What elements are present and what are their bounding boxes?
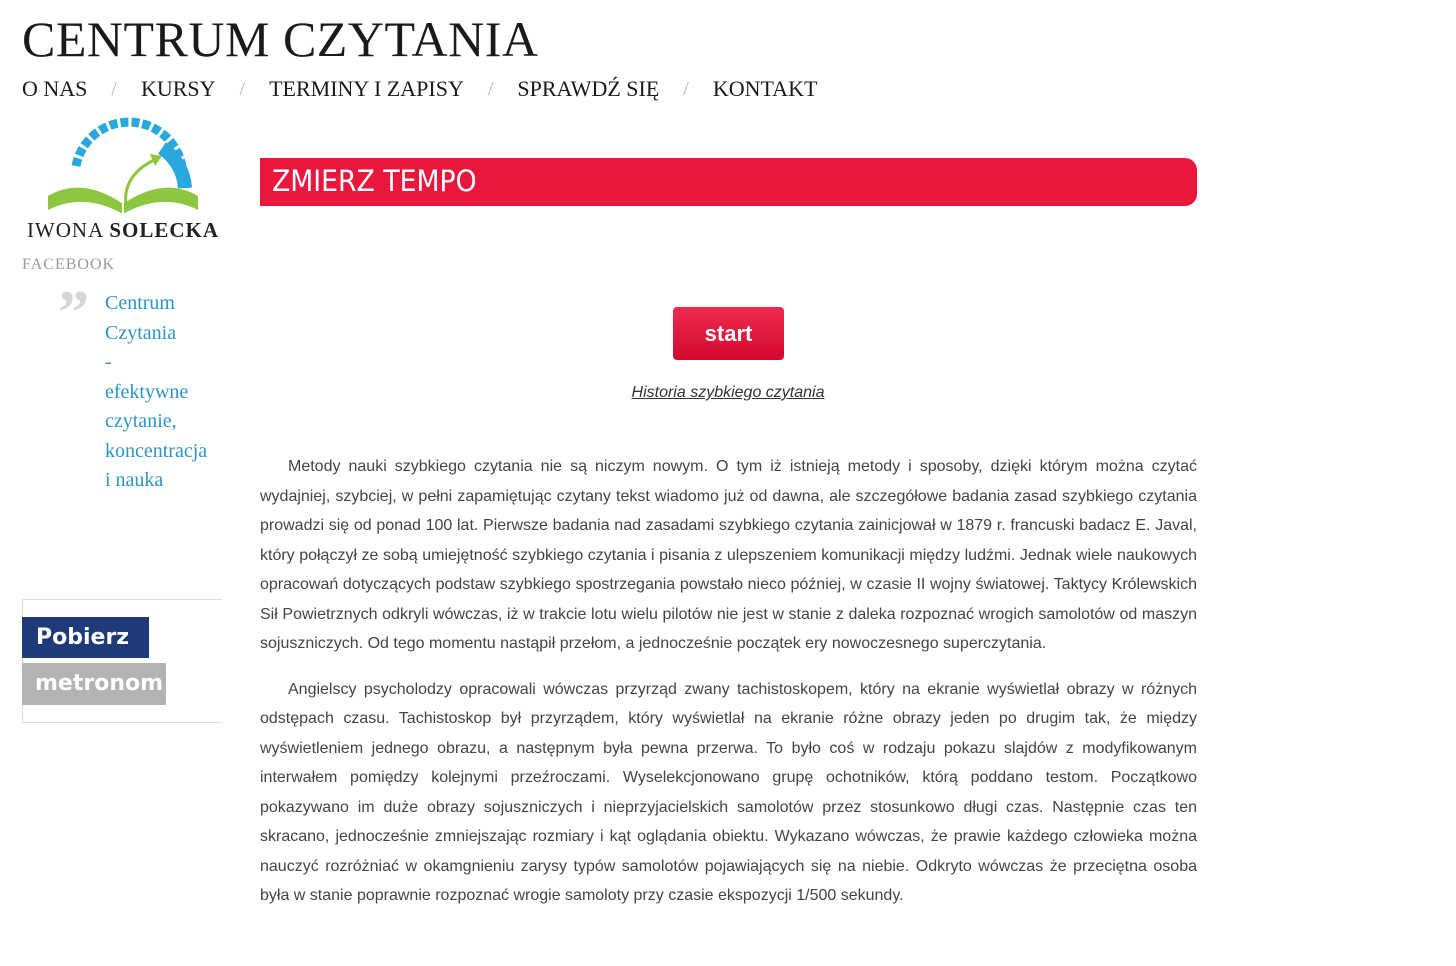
article-body [260, 452, 1197, 927]
facebook-link[interactable]: FACEBOOK [22, 256, 116, 273]
nav-item-sprawdz-sie[interactable]: SPRAWDŹ SIĘ [517, 76, 660, 101]
nav-separator: / [239, 77, 246, 100]
nav-item-terminy-i-zapisy[interactable]: TERMINY I ZAPISY [269, 76, 464, 101]
facebook-feed-text[interactable]: Centrum Czytania - efektywne czytanie, koncentracja i nauka [105, 292, 208, 491]
nav-separator: / [111, 77, 117, 100]
section-heading-bar [260, 158, 1197, 206]
nav-item-kontakt[interactable]: KONTAKT [712, 76, 818, 101]
metronome-button[interactable]: metronom [22, 663, 166, 705]
history-link [0, 384, 1456, 402]
article-paragraph: Metody nauki szybkiego czytania nie są niczym nowym. O tym iż istnieją metody i sposoby, dzięki którym można czytać wydajniej, szybciej, w pełni zapamiętując czytany tekst wiadomo już od dawna, ale szczegółowe badania zasad szybkiego czytania prowadzi się od ponad 100 lat. Pierwsze badania nad zasadami szybkiego czytania zainicjował w 1879 r. francuski badacz E. Javal, który połączył ze sobą umiejętność szybkiego czytania i pisania z ulepszeniem komunikacji między ludźmi. Jednak wiele naukowych opracowań dotyczących podstaw szybkiego spostrzegania powstało nieco później, w czasie II wojny światowej. Taktycy Królewskich Sił Powietrznych odkryli wówczas, iż w trakcie lotu wielu pilotów nie jest w stanie z daleka rozpoznać wrogich samolotów od maszyn sojuszniczych. Od tego momentu nastąpił przełom, a jednocześnie początek ery nowoczesnego superczytania. [260, 458, 1197, 652]
nav-item-o-nas[interactable]: O NAS [22, 76, 88, 101]
logo-book-speedometer-icon [22, 126, 224, 218]
site-title[interactable]: CENTRUM CZYTANIA [22, 11, 539, 67]
nav-separator: / [487, 77, 494, 100]
section-heading: ZMIERZ TEMPO [272, 164, 477, 198]
metronome-banner[interactable] [22, 599, 222, 723]
logo-first-name: IWONA [26, 218, 104, 242]
logo-last-name: SOLECKA [109, 218, 220, 242]
nav-item-kursy[interactable]: KURSY [140, 76, 216, 101]
start-button[interactable]: start [673, 307, 784, 360]
main-nav [22, 74, 817, 104]
history-link-text[interactable]: Historia szybkiego czytania [631, 384, 825, 401]
logo-text [22, 218, 224, 243]
nav-separator: / [683, 77, 689, 100]
logo[interactable] [22, 126, 224, 246]
quote-icon: ” [58, 279, 89, 347]
article-paragraph: Angielscy psycholodzy opracowali wówczas przyrząd zwany tachistoskopem, który na ekranie wyświetlał obrazy w różnych odstępach czasu. Tachistoskop był przyrządem, który wyświetlał na ekranie różne obrazy jeden po drugim tak, że między wyświetleniem jednego obrazu, a następnym była pewna przerwa. To było coś w rodzaju pokazu slajdów z modyfikowanym interwałem pomiędzy kolejnymi przeźroczami. Wyselekcjonowano grupę ochotników, którą poddano testom. Początkowo pokazywano im duże obrazy sojuszniczych i nieprzyjacielskich samolotów przez stosunkowo długi czas. Następnie czas ten skracano, jednocześnie zmniejszając rozmiary i kąt oglądania obiektu. Wykazano wówczas, że prawie każdego człowieka można nauczyć rozróżniać w okamgnieniu zarysy typów samolotów pojawiających się na niebie. Odkryto wówczas że przeciętna osoba była w stanie poprawnie rozpoznać wrogie samoloty przy czasie ekspozycji 1/500 sekundy. [260, 680, 1197, 904]
download-button[interactable]: Pobierz [22, 617, 149, 658]
